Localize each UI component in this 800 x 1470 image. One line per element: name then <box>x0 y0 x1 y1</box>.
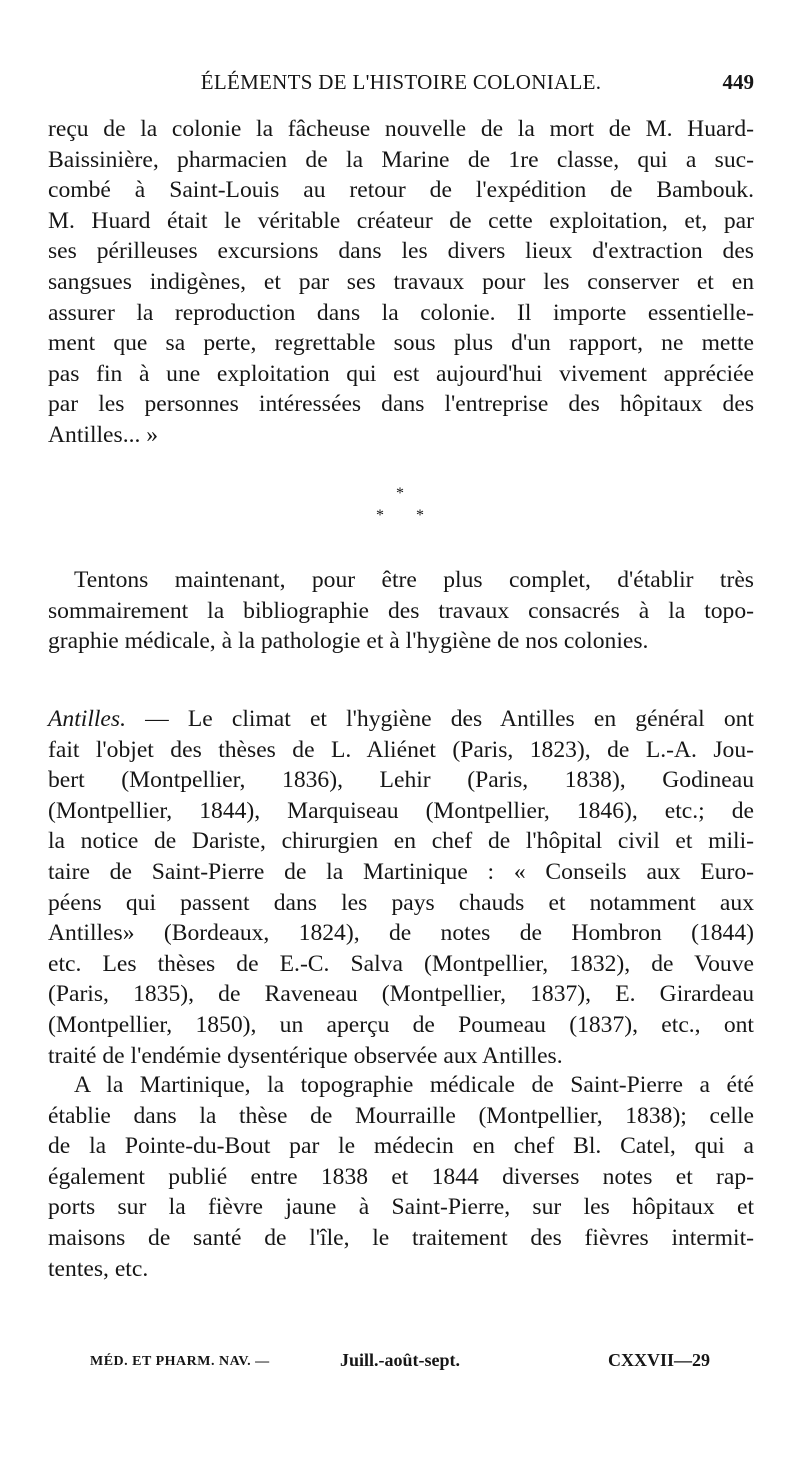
paragraph-leeches-report <box>48 114 754 451</box>
text-line: combé à Saint-Louis au retour de l'expédition de Bambouk. <box>48 177 754 204</box>
text-line: pas fin à une exploitation qui est aujourd'hui vivement appréciée <box>48 360 754 387</box>
text-line: de la Pointe-du-Bout par le médecin en chef Bl. Catel, qui a <box>48 1133 754 1160</box>
page-header <box>48 70 754 100</box>
text-line: tentes, etc. <box>48 1255 149 1282</box>
text-line: etc. Les thèses de E.-C. Salva (Montpellier, 1832), de Vouve <box>48 950 754 977</box>
footer-journal: MÉD. ET PHARM. NAV. — <box>90 1354 270 1369</box>
text-line: (Paris, 1835), de Raveneau (Montpellier, 1837), E. Girardeau <box>48 981 754 1008</box>
text-line: bert (Montpellier, 1836), Lehir (Paris, 1838), Godineau <box>48 767 754 794</box>
text-line: assurer la reproduction dans la colonie. Il importe essentielle- <box>48 299 754 326</box>
text-line: sommairement la bibliographie des travaux consacrés à la topo- <box>48 597 754 624</box>
paragraph-martinique <box>48 1070 754 1284</box>
text-line <box>48 704 754 735</box>
text-line: la notice de Dariste, chirurgien en chef de l'hôpital civil et mili- <box>48 828 754 855</box>
separator-stars-bottom: * * <box>376 507 438 524</box>
text-line: taire de Saint-Pierre de la Martinique : « Conseils aux Euro- <box>48 858 754 885</box>
section-separator <box>340 483 460 533</box>
page-footer <box>90 1350 710 1380</box>
text-line: péens qui passent dans les pays chauds et notamment aux <box>48 889 754 916</box>
text-line: traité de l'endémie dysentérique observée aux Antilles. <box>48 1042 563 1069</box>
paragraph-bibliography-intro <box>48 565 754 657</box>
text-line: Baissinière, pharmacien de la Marine de 1re classe, qui a suc- <box>48 146 754 173</box>
text-line: fait l'objet des thèses de L. Aliénet (Paris, 1823), de L.-A. Jou- <box>48 736 754 763</box>
text-line: Tentons maintenant, pour être plus complet, d'établir très <box>74 567 754 593</box>
text-line: ses périlleuses excursions dans les divers lieux d'extraction des <box>48 238 754 265</box>
text-line: établie dans la thèse de Mourraille (Montpellier, 1838); celle <box>48 1102 754 1129</box>
text-line: Antilles» (Bordeaux, 1824), de notes de Hombron (1844) <box>48 920 754 947</box>
running-title: ÉLÉMENTS DE L'HISTOIRE COLONIALE. <box>200 70 602 94</box>
text-line: graphie médicale, à la pathologie et à l'hygiène de nos colonies. <box>48 628 649 655</box>
text-line: (Montpellier, 1850), un aperçu de Poumeau (1837), etc., ont <box>48 1011 754 1038</box>
paragraph-antilles <box>48 704 754 1071</box>
text-line: ports sur la fièvre jaune à Saint-Pierre, sur les hôpitaux et <box>48 1194 754 1221</box>
text-line: également publié entre 1838 et 1844 diverses notes et rap- <box>48 1163 754 1190</box>
section-lead: Antilles. <box>48 706 126 732</box>
text-line: sangsues indigènes, et par ses travaux pour les conserver et en <box>48 268 754 295</box>
footer-signature-mark: CXXVII—29 <box>607 1350 710 1370</box>
text-line: A la Martinique, la topographie médicale de Saint-Pierre a été <box>74 1072 754 1098</box>
text-line: ment que sa perte, regrettable sous plus d'un rapport, ne mette <box>48 330 754 357</box>
line-text: — Le climat et l'hygiène des Antilles en général ont <box>125 706 754 732</box>
footer-issue-date: Juill.-août-sept. <box>340 1350 461 1370</box>
text-line: par les personnes intéressées dans l'entreprise des hôpitaux des <box>48 391 754 418</box>
text-line: M. Huard était le véritable créateur de cette exploitation, et, par <box>48 207 754 234</box>
text-line: (Montpellier, 1844), Marquiseau (Montpellier, 1846), etc.; de <box>48 797 754 824</box>
text-line: Antilles... » <box>48 421 159 448</box>
separator-star-top: * <box>396 485 404 502</box>
text-line: reçu de la colonie la fâcheuse nouvelle de la mort de M. Huard- <box>48 116 754 142</box>
page-number: 449 <box>722 70 754 94</box>
text-line: maisons de santé de l'île, le traitement des fièvres intermit- <box>48 1224 754 1251</box>
